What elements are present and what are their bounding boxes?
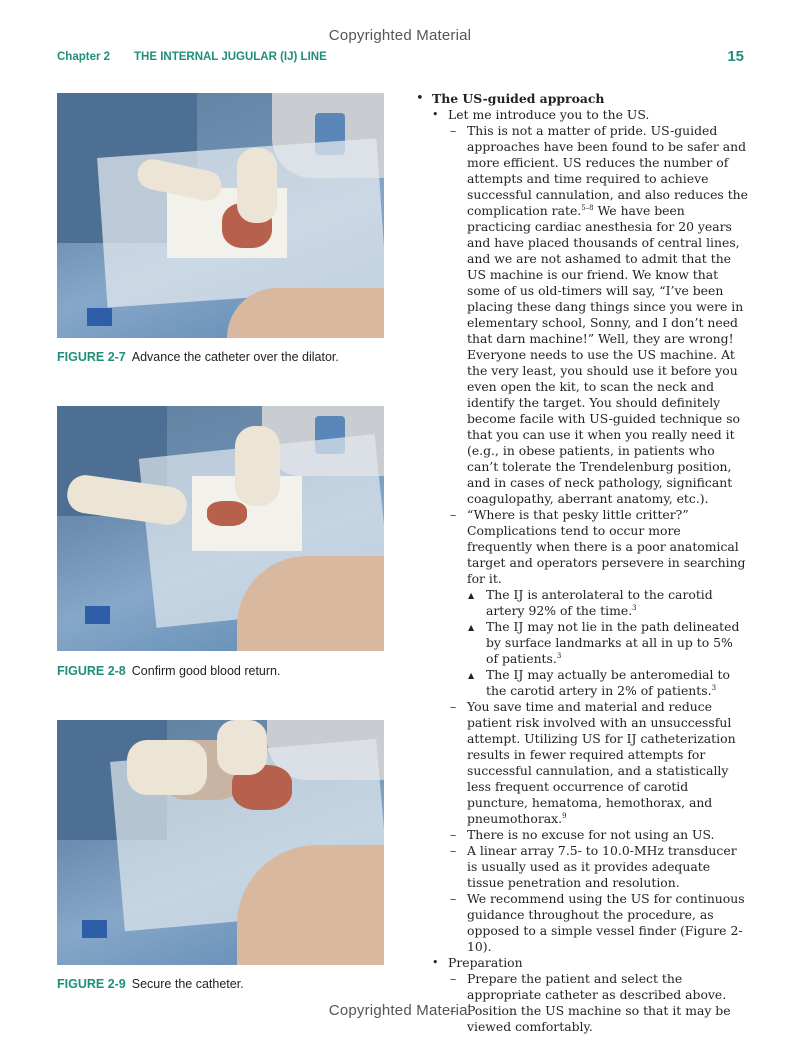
watermark-top: Copyrighted Material: [328, 27, 472, 44]
list-item: [448, 843, 748, 891]
figure-2-8-caption: [57, 664, 397, 678]
list-item: [467, 667, 748, 699]
paragraph-text: This is not a matter of pride. US-guided approaches have been found to be safer and more efficient. US reduces the number of attempts and time required to achieve successful cannulation, and also reduces the complication rate.: [467, 123, 748, 218]
section-us-guided: [416, 91, 748, 1035]
body-text: [416, 91, 748, 1035]
citation: 3: [632, 604, 637, 612]
watermark-bottom: Copyrighted Material: [328, 1002, 472, 1019]
citation: 5–8: [581, 204, 594, 212]
paragraph-text: There is no excuse for not using an US.: [467, 827, 715, 842]
chapter-title: THE INTERNAL JUGULAR (IJ) LINE: [134, 51, 327, 63]
paragraph-text: You save time and material and reduce patient risk involved with an unsuccessful attempt. Utilizing US for IJ catheterization results in fewer required attempts for successful cannulation, and a statistically less frequent occurrence of carotid puncture, hematoma, hemothorax, and pneumothorax.: [467, 699, 736, 826]
paragraph-text: We have been practicing cardiac anesthesia for 20 years and have placed thousands of central lines, and we are not ashamed to admit that the US machine is our friend. We know that some of us old-timers will say, “I’ve been placing these dang things since you were in elementary school, Sonny, and I don’t need that darn machine!” Well, they are wrong! Everyone needs to use the US machine. At the very least, you should use it before you even open the kit, to scan the neck and identify the target. You should definitely become facile with US-guided technique so that you can use it when you really need it (e.g., in obese patients, in patients who can’t tolerate the Trendelenburg position, and in cases of neck pathology, significant coagulopathy, aberrant anatomy, etc.).: [467, 203, 744, 506]
list-item: [448, 891, 748, 955]
paragraph-text: We recommend using the US for continuous guidance throughout the procedure, as opposed to a simple vessel finder (Figure 2-10).: [467, 891, 745, 954]
paragraph-text: Prepare the patient and select the appropriate catheter as described above.: [467, 971, 727, 1002]
section-title: The US-guided approach: [432, 91, 605, 106]
figure-label: FIGURE 2-8: [57, 664, 126, 678]
paragraph-text: The IJ may actually be anteromedial to the carotid artery in 2% of patients.: [486, 667, 730, 698]
figure-2-9-photo: [57, 720, 384, 965]
list-item: [448, 123, 748, 507]
figure-caption-text: Advance the catheter over the dilator.: [131, 350, 339, 364]
list-item: [448, 507, 748, 699]
figure-2-7-caption: [57, 350, 397, 364]
chapter-label: Chapter 2: [57, 51, 111, 63]
citation: 3: [556, 652, 562, 660]
list-item: [432, 107, 748, 955]
figure-2-9-caption: [57, 977, 397, 991]
figure-caption-text: Confirm good blood return.: [131, 664, 281, 678]
paragraph-text: “Where is that pesky little critter?” Complications tend to occur more frequently when there is a poor anatomical target and operators persevere in searching for it.: [467, 507, 746, 586]
figure-2-8-photo: [57, 406, 384, 651]
list-item: [467, 619, 748, 667]
page-number: 15: [727, 48, 744, 65]
intro-text: Let me introduce you to the US.: [448, 107, 650, 122]
figure-label: FIGURE 2-7: [57, 350, 126, 364]
list-item: [448, 827, 748, 843]
citation: 9: [562, 812, 567, 820]
paragraph-text: Position the US machine so that it may be viewed comfortably.: [467, 1003, 731, 1034]
list-item: [467, 587, 748, 619]
paragraph-text: A linear array 7.5- to 10.0-MHz transducer is usually used as it provides adequate tissue penetration and resolution.: [467, 843, 737, 890]
figure-label: FIGURE 2-9: [57, 977, 126, 991]
paragraph-text: The IJ may not lie in the path delineated by surface landmarks at all in up to 5% of patients.: [486, 619, 740, 666]
figure-2-7-photo: [57, 93, 384, 338]
citation: 3: [711, 684, 717, 692]
preparation-title: Preparation: [448, 955, 523, 970]
list-item: [432, 955, 748, 1035]
list-item: [448, 971, 748, 1003]
figure-caption-text: Secure the catheter.: [131, 977, 244, 991]
paragraph-text: The IJ is anterolateral to the carotid artery 92% of the time.: [486, 587, 713, 618]
list-item: [448, 699, 748, 827]
